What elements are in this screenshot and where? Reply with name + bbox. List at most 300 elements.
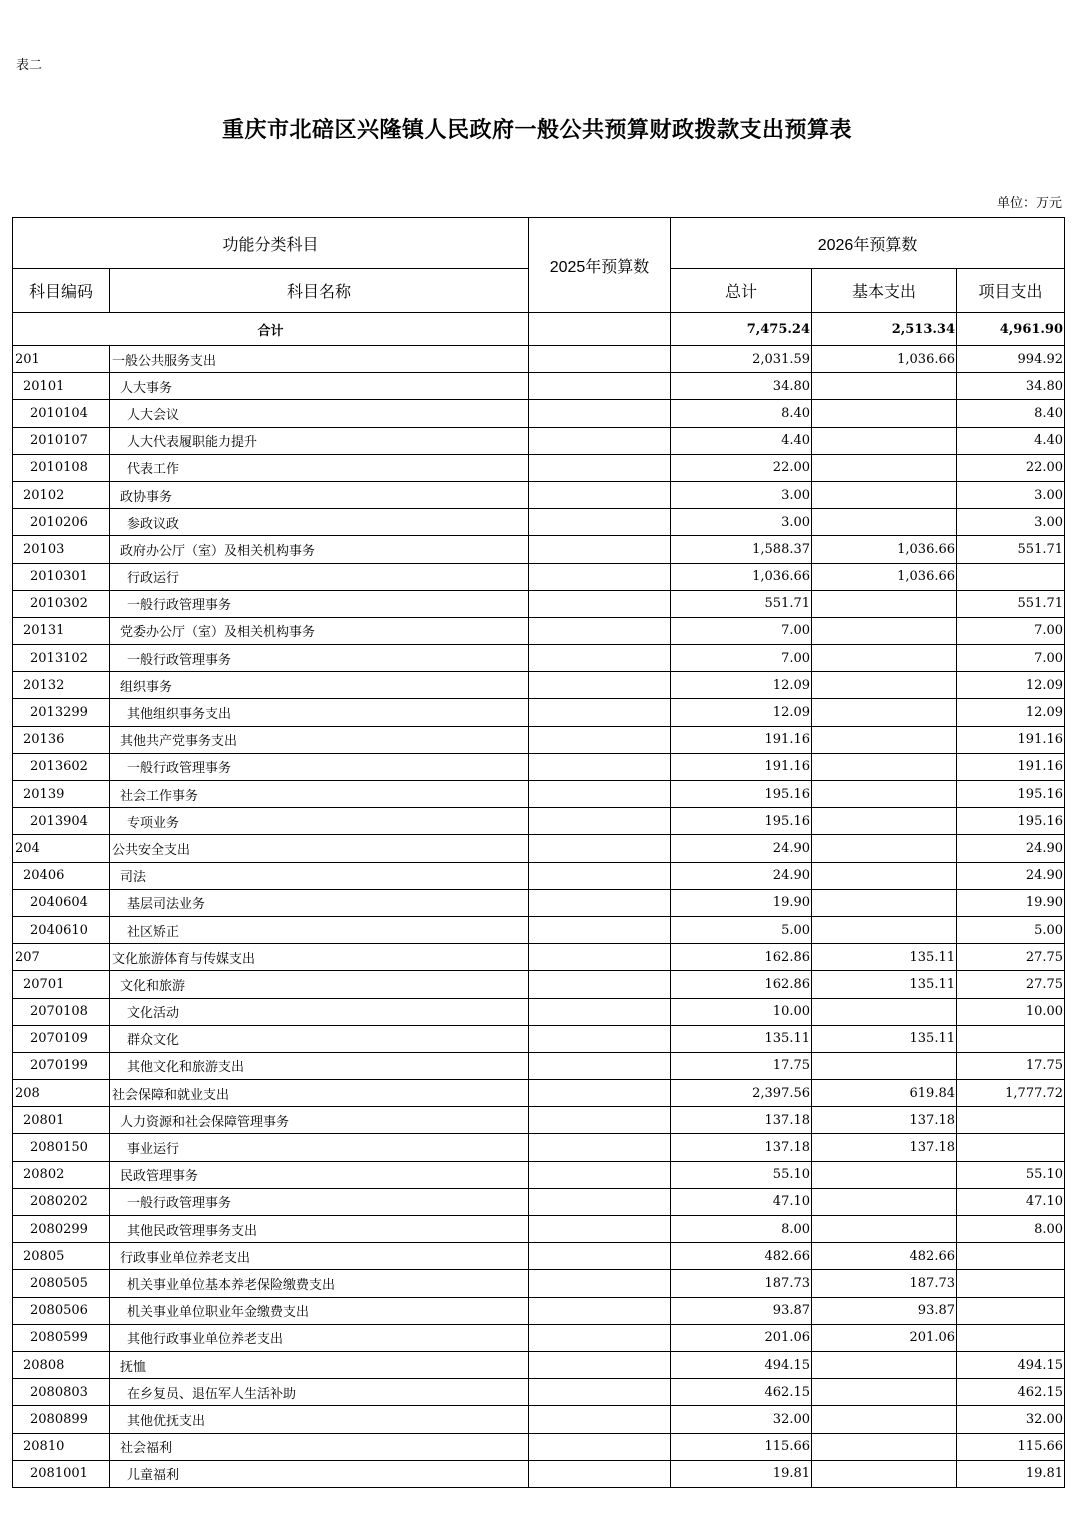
code-cell: 2010108 [13, 454, 110, 481]
name-cell: 其他共产党事务支出 [110, 726, 529, 753]
name-cell: 基层司法业务 [110, 889, 529, 916]
table-row [13, 1324, 1065, 1351]
project-cell: 994.92 [957, 346, 1065, 373]
basic-cell [812, 835, 957, 862]
code-cell: 2080599 [13, 1324, 110, 1351]
project-cell: 7.00 [957, 645, 1065, 672]
name-cell: 机关事业单位基本养老保险缴费支出 [110, 1270, 529, 1297]
basic-cell [812, 1379, 957, 1406]
code-cell: 2010107 [13, 427, 110, 454]
project-cell: 551.71 [957, 590, 1065, 617]
total-cell: 135.11 [671, 1025, 812, 1052]
total-cell: 34.80 [671, 373, 812, 400]
name-cell: 人力资源和社会保障管理事务 [110, 1107, 529, 1134]
table-row [13, 400, 1065, 427]
prev-budget-cell [529, 645, 671, 672]
basic-cell: 1,036.66 [812, 346, 957, 373]
basic-cell [812, 400, 957, 427]
basic-cell [812, 1188, 957, 1215]
basic-cell [812, 1052, 957, 1079]
project-cell: 55.10 [957, 1161, 1065, 1188]
code-cell: 2013299 [13, 699, 110, 726]
name-cell: 其他组织事务支出 [110, 699, 529, 726]
prev-budget-cell [529, 536, 671, 563]
total-basic: 2,513.34 [812, 313, 957, 346]
header-total: 总计 [671, 269, 812, 313]
prev-budget-cell [529, 1324, 671, 1351]
total-cell: 195.16 [671, 808, 812, 835]
code-cell: 2070199 [13, 1052, 110, 1079]
page-tag: 表二 [16, 58, 43, 73]
prev-budget-cell [529, 1161, 671, 1188]
table-row [13, 971, 1065, 998]
basic-cell [812, 1351, 957, 1378]
project-cell [957, 563, 1065, 590]
total-cell: 7.00 [671, 645, 812, 672]
project-cell: 22.00 [957, 454, 1065, 481]
prev-budget-cell [529, 1351, 671, 1378]
header-code: 科目编码 [13, 269, 110, 313]
project-cell [957, 1270, 1065, 1297]
table-row [13, 889, 1065, 916]
name-cell: 社会工作事务 [110, 781, 529, 808]
basic-cell [812, 454, 957, 481]
total-cell: 93.87 [671, 1297, 812, 1324]
basic-cell: 135.11 [812, 944, 957, 971]
project-cell [957, 1107, 1065, 1134]
project-cell: 1,777.72 [957, 1080, 1065, 1107]
name-cell: 群众文化 [110, 1025, 529, 1052]
table-row [13, 1216, 1065, 1243]
table-row [13, 590, 1065, 617]
table-row [13, 645, 1065, 672]
basic-cell [812, 509, 957, 536]
prev-budget-cell [529, 1297, 671, 1324]
project-cell: 19.90 [957, 889, 1065, 916]
basic-cell [812, 617, 957, 644]
total-cell: 551.71 [671, 590, 812, 617]
name-cell: 民政管理事务 [110, 1161, 529, 1188]
total-cell: 201.06 [671, 1324, 812, 1351]
name-cell: 政府办公厅（室）及相关机构事务 [110, 536, 529, 563]
basic-cell [812, 1433, 957, 1460]
total-label: 合计 [13, 313, 529, 346]
prev-budget-cell [529, 916, 671, 943]
project-cell: 24.90 [957, 862, 1065, 889]
prev-budget-cell [529, 1025, 671, 1052]
name-cell: 其他文化和旅游支出 [110, 1052, 529, 1079]
total-cell: 32.00 [671, 1406, 812, 1433]
prev-budget-cell [529, 563, 671, 590]
total-cell: 3.00 [671, 509, 812, 536]
name-cell: 政协事务 [110, 481, 529, 508]
name-cell: 社会福利 [110, 1433, 529, 1460]
project-cell: 47.10 [957, 1188, 1065, 1215]
table-row [13, 1243, 1065, 1270]
code-cell: 2080299 [13, 1216, 110, 1243]
prev-budget-cell [529, 1188, 671, 1215]
name-cell: 文化和旅游 [110, 971, 529, 998]
table-row [13, 808, 1065, 835]
table-row [13, 509, 1065, 536]
name-cell: 社会保障和就业支出 [110, 1080, 529, 1107]
basic-cell: 137.18 [812, 1107, 957, 1134]
total-cell: 55.10 [671, 1161, 812, 1188]
basic-cell [812, 889, 957, 916]
table-row [13, 835, 1065, 862]
total-cell: 162.86 [671, 944, 812, 971]
code-cell: 20808 [13, 1351, 110, 1378]
code-cell: 2080506 [13, 1297, 110, 1324]
table-row [13, 1161, 1065, 1188]
code-cell: 20102 [13, 481, 110, 508]
prev-budget-cell [529, 1270, 671, 1297]
table-row [13, 1188, 1065, 1215]
total-cell: 12.09 [671, 672, 812, 699]
prev-budget-cell [529, 889, 671, 916]
budget-table [12, 217, 1065, 1488]
name-cell: 文化活动 [110, 998, 529, 1025]
name-cell: 人大代表履职能力提升 [110, 427, 529, 454]
project-cell: 10.00 [957, 998, 1065, 1025]
code-cell: 2013602 [13, 753, 110, 780]
project-cell [957, 1243, 1065, 1270]
table-row [13, 1379, 1065, 1406]
prev-budget-cell [529, 862, 671, 889]
header-func-class: 功能分类科目 [13, 218, 529, 269]
name-cell: 人大会议 [110, 400, 529, 427]
code-cell: 20406 [13, 862, 110, 889]
basic-cell [812, 808, 957, 835]
project-cell: 34.80 [957, 373, 1065, 400]
code-cell: 2010206 [13, 509, 110, 536]
code-cell: 20701 [13, 971, 110, 998]
name-cell: 一般行政管理事务 [110, 1188, 529, 1215]
prev-budget-cell [529, 971, 671, 998]
basic-cell: 482.66 [812, 1243, 957, 1270]
name-cell: 一般公共服务支出 [110, 346, 529, 373]
prev-budget-cell [529, 1243, 671, 1270]
code-cell: 2080202 [13, 1188, 110, 1215]
total-cell: 4.40 [671, 427, 812, 454]
table-row [13, 1080, 1065, 1107]
total-cell: 2,031.59 [671, 346, 812, 373]
total-cell: 137.18 [671, 1107, 812, 1134]
code-cell: 2080505 [13, 1270, 110, 1297]
total-row [13, 313, 1065, 346]
code-cell: 20802 [13, 1161, 110, 1188]
total-cell: 187.73 [671, 1270, 812, 1297]
name-cell: 在乡复员、退伍军人生活补助 [110, 1379, 529, 1406]
name-cell: 司法 [110, 862, 529, 889]
project-cell [957, 1297, 1065, 1324]
basic-cell: 135.11 [812, 971, 957, 998]
project-cell: 7.00 [957, 617, 1065, 644]
prev-budget-cell [529, 944, 671, 971]
table-row [13, 454, 1065, 481]
name-cell: 组织事务 [110, 672, 529, 699]
total-sum: 7,475.24 [671, 313, 812, 346]
project-cell: 12.09 [957, 699, 1065, 726]
code-cell: 20101 [13, 373, 110, 400]
table-row [13, 346, 1065, 373]
table-row [13, 1134, 1065, 1161]
project-cell: 24.90 [957, 835, 1065, 862]
code-cell: 2081001 [13, 1460, 110, 1487]
project-cell: 8.00 [957, 1216, 1065, 1243]
unit-label: 单位：万元 [996, 196, 1062, 211]
name-cell: 行政事业单位养老支出 [110, 1243, 529, 1270]
name-cell: 一般行政管理事务 [110, 753, 529, 780]
project-cell: 5.00 [957, 916, 1065, 943]
prev-budget-cell [529, 617, 671, 644]
code-cell: 20132 [13, 672, 110, 699]
prev-budget-cell [529, 1379, 671, 1406]
basic-cell [812, 726, 957, 753]
total-cell: 462.15 [671, 1379, 812, 1406]
project-cell: 12.09 [957, 672, 1065, 699]
table-row [13, 481, 1065, 508]
project-cell: 19.81 [957, 1460, 1065, 1487]
name-cell: 其他优抚支出 [110, 1406, 529, 1433]
code-cell: 201 [13, 346, 110, 373]
basic-cell [812, 916, 957, 943]
code-cell: 2080899 [13, 1406, 110, 1433]
basic-cell: 135.11 [812, 1025, 957, 1052]
name-cell: 公共安全支出 [110, 835, 529, 862]
project-cell [957, 1025, 1065, 1052]
total-cell: 17.75 [671, 1052, 812, 1079]
project-cell: 27.75 [957, 971, 1065, 998]
project-cell: 191.16 [957, 753, 1065, 780]
prev-budget-cell [529, 1216, 671, 1243]
header-prev-budget: 2025年预算数 [529, 218, 671, 313]
basic-cell: 201.06 [812, 1324, 957, 1351]
total-cell: 8.00 [671, 1216, 812, 1243]
basic-cell [812, 1161, 957, 1188]
total-cell: 10.00 [671, 998, 812, 1025]
prev-budget-cell [529, 346, 671, 373]
name-cell: 一般行政管理事务 [110, 590, 529, 617]
prev-budget-cell [529, 781, 671, 808]
name-cell: 代表工作 [110, 454, 529, 481]
header-project: 项目支出 [957, 269, 1065, 313]
basic-cell [812, 672, 957, 699]
total-cell: 115.66 [671, 1433, 812, 1460]
basic-cell [812, 781, 957, 808]
total-cell: 2,397.56 [671, 1080, 812, 1107]
project-cell: 195.16 [957, 781, 1065, 808]
project-cell: 17.75 [957, 1052, 1065, 1079]
total-cell: 47.10 [671, 1188, 812, 1215]
basic-cell: 1,036.66 [812, 563, 957, 590]
table-row [13, 699, 1065, 726]
table-row [13, 1270, 1065, 1297]
prev-budget-cell [529, 400, 671, 427]
name-cell: 参政议政 [110, 509, 529, 536]
total-cell: 8.40 [671, 400, 812, 427]
total-cell: 12.09 [671, 699, 812, 726]
table-row [13, 916, 1065, 943]
table-row [13, 373, 1065, 400]
table-row [13, 998, 1065, 1025]
code-cell: 2010302 [13, 590, 110, 617]
total-cell: 5.00 [671, 916, 812, 943]
header-curr-budget: 2026年预算数 [671, 218, 1065, 269]
code-cell: 2013904 [13, 808, 110, 835]
table-row [13, 1052, 1065, 1079]
prev-budget-cell [529, 373, 671, 400]
code-cell: 2040610 [13, 916, 110, 943]
total-cell: 7.00 [671, 617, 812, 644]
basic-cell [812, 1216, 957, 1243]
project-cell [957, 1134, 1065, 1161]
name-cell: 其他行政事业单位养老支出 [110, 1324, 529, 1351]
total-cell: 22.00 [671, 454, 812, 481]
code-cell: 2080150 [13, 1134, 110, 1161]
prev-budget-cell [529, 1052, 671, 1079]
total-cell: 24.90 [671, 835, 812, 862]
code-cell: 20801 [13, 1107, 110, 1134]
total-cell: 19.90 [671, 889, 812, 916]
basic-cell [812, 862, 957, 889]
code-cell: 20805 [13, 1243, 110, 1270]
code-cell: 20139 [13, 781, 110, 808]
name-cell: 其他民政管理事务支出 [110, 1216, 529, 1243]
project-cell: 191.16 [957, 726, 1065, 753]
prev-budget-cell [529, 835, 671, 862]
project-cell: 462.15 [957, 1379, 1065, 1406]
code-cell: 20103 [13, 536, 110, 563]
prev-budget-cell [529, 1433, 671, 1460]
prev-budget-cell [529, 1134, 671, 1161]
code-cell: 2010301 [13, 563, 110, 590]
header-basic: 基本支出 [812, 269, 957, 313]
basic-cell: 187.73 [812, 1270, 957, 1297]
prev-budget-cell [529, 998, 671, 1025]
name-cell: 社区矫正 [110, 916, 529, 943]
prev-budget-cell [529, 726, 671, 753]
code-cell: 204 [13, 835, 110, 862]
page-title: 重庆市北碚区兴隆镇人民政府一般公共预算财政拨款支出预算表 [221, 117, 852, 143]
table-row [13, 1025, 1065, 1052]
total-cell: 162.86 [671, 971, 812, 998]
total-cell: 191.16 [671, 726, 812, 753]
project-cell: 8.40 [957, 400, 1065, 427]
prev-budget-cell [529, 1107, 671, 1134]
table-row [13, 781, 1065, 808]
total-cell: 195.16 [671, 781, 812, 808]
table-row [13, 1351, 1065, 1378]
basic-cell [812, 481, 957, 508]
basic-cell [812, 699, 957, 726]
prev-budget-cell [529, 672, 671, 699]
prev-budget-cell [529, 699, 671, 726]
prev-budget-cell [529, 509, 671, 536]
basic-cell: 137.18 [812, 1134, 957, 1161]
code-cell: 2040604 [13, 889, 110, 916]
code-cell: 2080803 [13, 1379, 110, 1406]
name-cell: 文化旅游体育与传媒支出 [110, 944, 529, 971]
total-cell: 19.81 [671, 1460, 812, 1487]
basic-cell: 619.84 [812, 1080, 957, 1107]
table-row [13, 753, 1065, 780]
table-row [13, 1297, 1065, 1324]
total-prev [529, 313, 671, 346]
total-cell: 1,036.66 [671, 563, 812, 590]
table-row [13, 1107, 1065, 1134]
total-cell: 482.66 [671, 1243, 812, 1270]
table-row [13, 563, 1065, 590]
name-cell: 专项业务 [110, 808, 529, 835]
project-cell: 551.71 [957, 536, 1065, 563]
name-cell: 儿童福利 [110, 1460, 529, 1487]
table-row [13, 1433, 1065, 1460]
code-cell: 2010104 [13, 400, 110, 427]
code-cell: 2070108 [13, 998, 110, 1025]
project-cell: 115.66 [957, 1433, 1065, 1460]
name-cell: 机关事业单位职业年金缴费支出 [110, 1297, 529, 1324]
table-row [13, 862, 1065, 889]
table-row [13, 617, 1065, 644]
name-cell: 人大事务 [110, 373, 529, 400]
prev-budget-cell [529, 1080, 671, 1107]
project-cell [957, 1324, 1065, 1351]
table-row [13, 536, 1065, 563]
total-cell: 137.18 [671, 1134, 812, 1161]
basic-cell [812, 1460, 957, 1487]
table-row [13, 726, 1065, 753]
project-cell: 4.40 [957, 427, 1065, 454]
basic-cell [812, 427, 957, 454]
name-cell: 抚恤 [110, 1351, 529, 1378]
prev-budget-cell [529, 1460, 671, 1487]
basic-cell: 93.87 [812, 1297, 957, 1324]
project-cell: 3.00 [957, 509, 1065, 536]
header-name: 科目名称 [110, 269, 529, 313]
total-cell: 191.16 [671, 753, 812, 780]
basic-cell [812, 645, 957, 672]
prev-budget-cell [529, 427, 671, 454]
total-cell: 24.90 [671, 862, 812, 889]
prev-budget-cell [529, 753, 671, 780]
basic-cell [812, 590, 957, 617]
prev-budget-cell [529, 590, 671, 617]
project-cell: 27.75 [957, 944, 1065, 971]
total-cell: 1,588.37 [671, 536, 812, 563]
project-cell: 494.15 [957, 1351, 1065, 1378]
project-cell: 3.00 [957, 481, 1065, 508]
code-cell: 20810 [13, 1433, 110, 1460]
basic-cell: 1,036.66 [812, 536, 957, 563]
table-row [13, 1460, 1065, 1487]
name-cell: 党委办公厅（室）及相关机构事务 [110, 617, 529, 644]
table-row [13, 1406, 1065, 1433]
code-cell: 20131 [13, 617, 110, 644]
prev-budget-cell [529, 454, 671, 481]
name-cell: 一般行政管理事务 [110, 645, 529, 672]
basic-cell [812, 1406, 957, 1433]
table-row [13, 672, 1065, 699]
basic-cell [812, 998, 957, 1025]
table-row [13, 944, 1065, 971]
code-cell: 2070109 [13, 1025, 110, 1052]
name-cell: 事业运行 [110, 1134, 529, 1161]
total-cell: 3.00 [671, 481, 812, 508]
table-row [13, 427, 1065, 454]
code-cell: 2013102 [13, 645, 110, 672]
total-cell: 494.15 [671, 1351, 812, 1378]
